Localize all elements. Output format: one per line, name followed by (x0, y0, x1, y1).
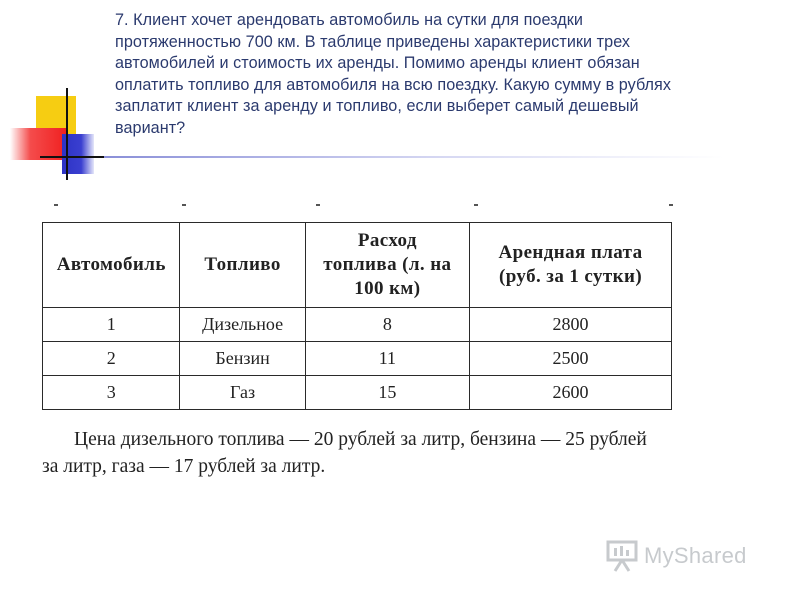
cell-car: 1 (43, 308, 180, 342)
table-row (43, 342, 672, 376)
header-rent-line: (руб. за 1 сутки) (498, 266, 643, 287)
header-consumption-line: топлива (л. на (323, 254, 452, 275)
note-line: за литр, газа — 17 рублей за литр. (42, 456, 326, 477)
task-line: вариант? (115, 118, 186, 137)
scan-dash (474, 204, 478, 206)
task-line: протяженностью 700 км. В таблице приведены характеристики трех (115, 32, 631, 51)
presentation-board-icon (606, 539, 638, 573)
scan-dash (669, 204, 673, 206)
cell-rent: 2800 (470, 308, 672, 342)
header-fuel: Топливо (180, 223, 305, 308)
cell-fuel: Бензин (180, 342, 305, 376)
task-line: 7. Клиент хочет арендовать автомобиль на сутки для поездки (115, 11, 584, 29)
title-underline (104, 156, 724, 158)
table-row (43, 376, 672, 410)
scan-dashes (44, 204, 674, 210)
scan-dash (54, 204, 58, 206)
header-car: Автомобиль (43, 223, 180, 308)
cell-consumption: 15 (305, 376, 469, 410)
task-statement (115, 10, 795, 139)
cell-fuel: Дизельное (180, 308, 305, 342)
table-row (43, 308, 672, 342)
header-consumption (305, 223, 469, 308)
scan-dash (316, 204, 320, 206)
task-line: заплатит клиент за аренду и топливо, если выберет самый дешевый (115, 97, 639, 115)
brand-watermark (606, 536, 747, 576)
header-rent-line: Арендная плата (498, 242, 643, 263)
cell-consumption: 11 (305, 342, 469, 376)
cell-fuel: Газ (180, 376, 305, 410)
cell-car: 2 (43, 342, 180, 376)
header-rent (470, 223, 672, 308)
task-line: оплатить топливо для автомобиля на всю поездку. Какую сумму в рублях (115, 75, 672, 94)
note-line: Цена дизельного топлива — 20 рублей за литр, бензина — 25 рублей (74, 429, 647, 450)
ornament-vertical-line (66, 88, 68, 180)
cell-rent: 2600 (470, 376, 672, 410)
cars-table (42, 222, 672, 410)
table-header-row (43, 223, 672, 308)
cell-car: 3 (43, 376, 180, 410)
fuel-price-note (42, 426, 772, 480)
brand-name: MyShared (644, 543, 747, 568)
header-consumption-line: Расход (357, 230, 417, 251)
cell-rent: 2500 (470, 342, 672, 376)
scan-dash (182, 204, 186, 206)
ornament-horizontal-line (40, 156, 104, 158)
task-line: автомобилей и стоимость их аренды. Помимо аренды клиент обязан (115, 54, 640, 72)
header-consumption-line: 100 км) (354, 278, 421, 299)
slide-ornament (0, 0, 110, 190)
cell-consumption: 8 (305, 308, 469, 342)
